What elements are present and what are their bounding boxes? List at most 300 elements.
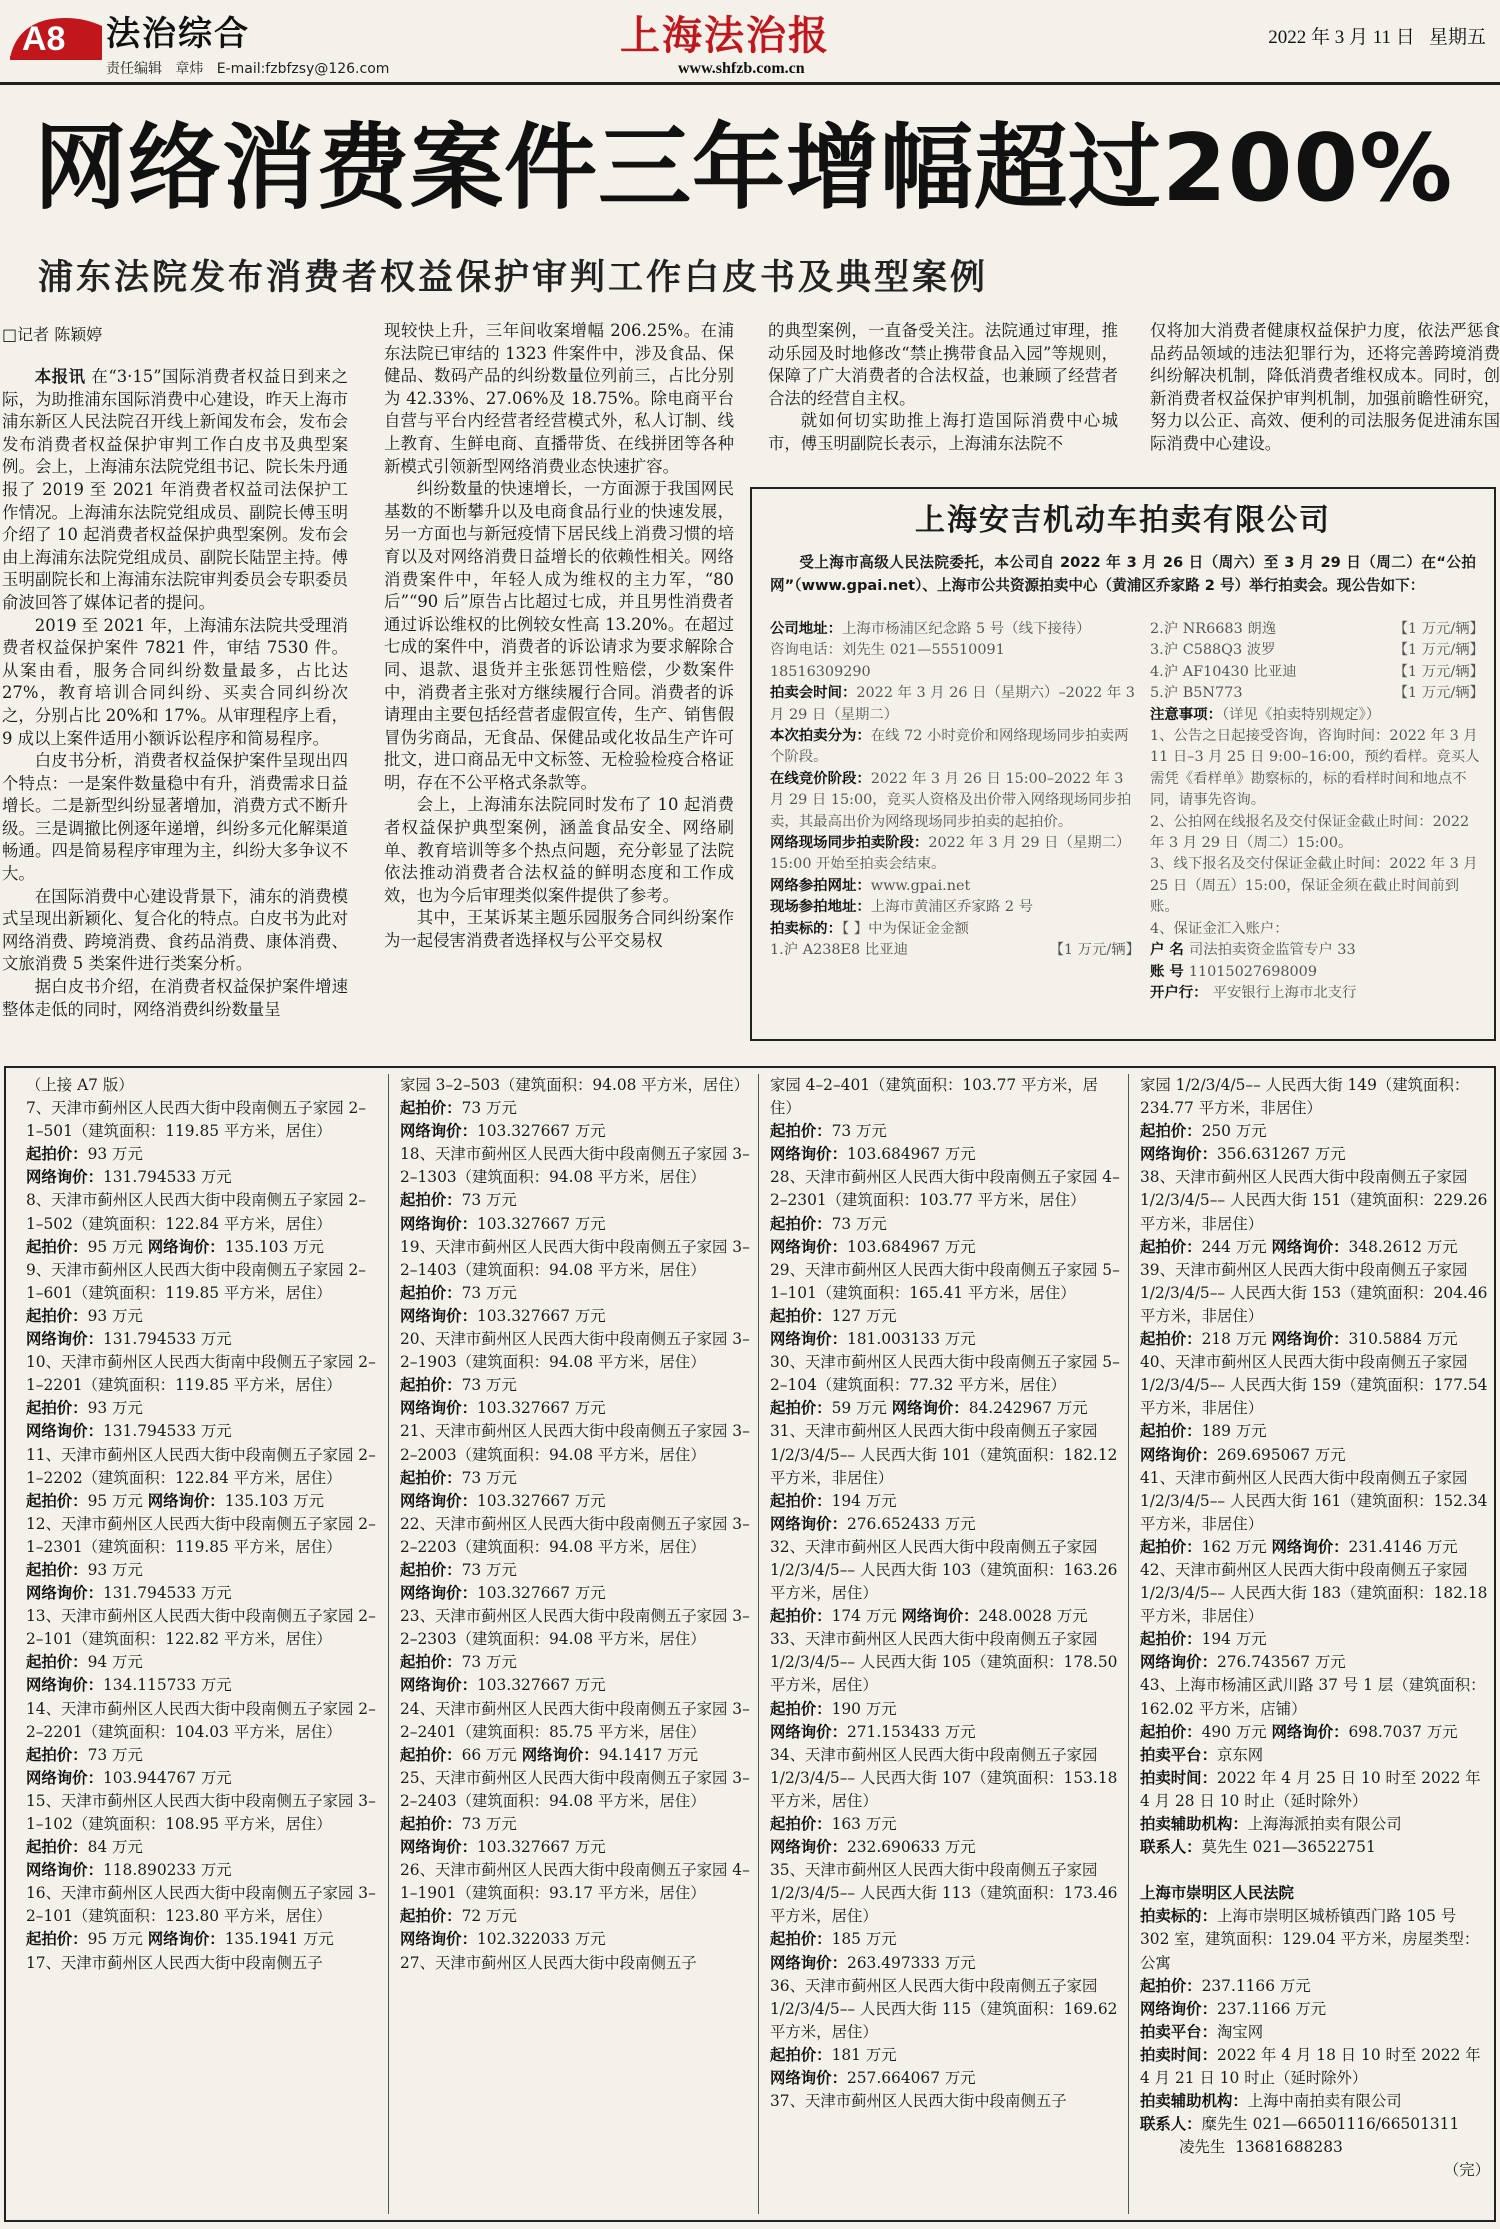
price-label: 网络询价： [770,1514,847,1533]
account-label: 户 名 [1150,942,1189,959]
article-paragraph [384,907,734,952]
price-label: 起拍价： [400,1283,462,1302]
account-label: 账 号 [1150,963,1189,980]
price-value: 218 万元 [1201,1330,1272,1349]
auction-web-price [1140,1998,1490,2021]
auction-contact-value: 莫先生 021—36522751 [1201,1838,1376,1857]
price-label: 网络询价： [26,1168,103,1187]
listing-web-price [400,1490,750,1513]
price-value: 231.4146 万元 [1348,1537,1458,1556]
price-value: 194 万元 [831,1491,897,1510]
price-label: 起拍价： [1140,1630,1202,1649]
vehicle-deposit: 【1 万元/辆】 [1393,663,1484,680]
auction-info-line [770,726,1140,769]
listing-start-price [400,1744,750,1767]
listing-title: 26、天津市蓟州区人民西大街中段南侧五子家园 4–1–1901（建筑面积：93.17 平方米，居住） [400,1861,750,1903]
article-paragraph [2,976,348,1021]
notes-title: 注意事项： [1150,706,1222,723]
article-text: 现较快上升，三年间收案增幅 206.25%。在浦东法院已审结的 1323 件案件中，涉及食品、保健品、数码产品的纠纷数量位列前三，占比分别为 42.33%、27.06%及 18.75%。除电商平台自营与平台内经营者经营模式外，私人订制、线上教育、生鲜电商、直播带货、在线拼团等各种新模式引领新型网络消费业态快速扩容。 [384,321,734,476]
listing-web-price [26,1767,376,1790]
listing-web-price [770,1513,1120,1536]
price-value: 93 万元 [87,1560,143,1579]
listing-web-price [770,1952,1120,1975]
auction-info-line [770,833,1140,876]
auction-time-value: 2022 年 4 月 18 日 10 时至 2022 年 4 月 21 日 10 时止（延时除外） [1140,2045,1481,2088]
price-value: 162 万元 [1201,1537,1272,1556]
listing-start-price [400,1467,750,1490]
newspaper-url[interactable]: www.shfzb.com.cn [678,60,805,77]
price-label: 起拍价： [770,2045,832,2064]
price-label: 起拍价： [400,1745,462,1764]
listing-title: 16、天津市蓟州区人民西大街中段南侧五子家园 3–2–101（建筑面积：123.80 平方米，居住） [26,1884,376,1926]
listing-title: 23、天津市蓟州区人民西大街中段南侧五子家园 3–2–2303（建筑面积：94.08 平方米，居住） [400,1607,750,1649]
price-label: 起拍价： [770,1122,832,1141]
price-value: 73 万元 [831,1122,887,1141]
vehicle-deposit: 【1 万元/辆】 [1393,642,1484,659]
price-value: 73 万元 [461,1468,517,1487]
auction-agency-value: 上海中南拍卖有限公司 [1247,2092,1402,2111]
article-text: 仅将加大消费者健康权益保护力度，依法严惩食品药品领域的违法犯罪行为，还将完善跨境消费纠纷解决机制，降低消费者维权成本。同时，创新消费者权益保护审判机制，加强前瞻性研究，努力以公正、高效、便利的司法服务促进浦东国际消费中心建设。 [1150,321,1500,453]
price-label: 起拍价： [1140,1422,1202,1441]
listing-column-1 [26,1074,376,1975]
price-value: 356.631267 万元 [1216,1145,1346,1164]
auction-intro: 受上海市高级人民法院委托，本公司自 2022 年 3 月 26 日（周六）至 3 月 29 日（周二）在“公拍网”（www.gpai.net）、上海市公共资源拍卖中心（黄浦区乔家路 2 号）举行拍卖会。现公告如下： [770,554,1476,594]
auction-info-label: 在线竞价阶段： [770,770,871,787]
auction-notice-box [750,487,1496,1041]
listing-title: 24、天津市蓟州区人民西大街中段南侧五子家园 3–2–2401（建筑面积：85.75 平方米，居住） [400,1699,750,1741]
article-paragraph [384,320,734,478]
auction-platform-value: 淘宝网 [1216,2022,1264,2041]
listing-web-price [400,1928,750,1951]
article-text: 就如何切实助推上海打造国际消费中心城市，傅玉明副院长表示，上海浦东法院不 [768,411,1118,453]
continuation-note: （上接 A7 版） [26,1076,134,1094]
price-label: 网络询价： [770,1953,847,1972]
listing-web-price [400,1836,750,1859]
listing-start-price [770,1605,1120,1628]
article-paragraph [768,320,1118,410]
article-text: 在国际消费中心建设背景下，浦东的消费模式呈现出新颖化、复合化的特点。白皮书为此对网络消费、跨境消费、食药品消费、康体消费、文旅消费 5 类案件进行类案分析。 [2,886,348,974]
auction-info-value: 2022 年 3 月 26 日（星期六）–2022 年 3 月 29 日（星期二） [770,685,1135,723]
listing-title: 38、天津市蓟州区人民西大街中段南侧五子家园 1/2/3/4/5–– 人民西大街 151（建筑面积：229.26 平方米，非居住） [1140,1168,1488,1233]
article-column-4 [1150,320,1500,456]
price-value: 73 万元 [461,1099,517,1118]
price-value: 310.5884 万元 [1348,1330,1458,1349]
price-label: 起拍价： [1140,1122,1202,1141]
notes-subtitle: （详见《拍卖特别规定》） [1221,706,1381,723]
price-value: 271.153433 万元 [846,1722,976,1741]
listing-column-3 [770,1074,1120,2113]
listing-start-price [26,1397,376,1420]
spacer [1140,1859,1490,1882]
article-paragraph [2,886,348,976]
price-value: 102.322033 万元 [476,1930,606,1949]
article-column-3 [768,320,1118,456]
article-text: 纠纷数量的快速增长，一方面源于我国网民基数的不断攀升以及电商食品行业的快速发展，另一方面也与新冠疫情下居民线上消费习惯的培育以及对网络消费日益增长的依赖性相关。网络消费案件中，年轻人成为维权的主力军，“80 后”“90 后”原告占比超过七成，并且男性消费者通过诉讼维权的比例较女性高 13.20%。在超过七成的案件中，消费者的诉讼请求为要求解除合同、退款、退货并主张惩罚性赔偿，少数案件中，消费者主张对方继续履行合同。消费者的诉请理由主要包括经营者虚假宣传，生产、销售假冒伪劣商品，无食品、保健品或化妆品生产许可批文，进口商品无中文标签、无检验检疫合格证明，存在不公平格式条款等。 [384,479,734,792]
account-line [1150,962,1484,983]
price-label: 网络询价： [1271,1722,1349,1741]
price-label: 起拍价： [400,1468,462,1487]
price-value: 118.890233 万元 [102,1861,232,1880]
vehicle-name: 1.沪 A238E8 比亚迪 [770,942,908,959]
price-value: 248.0028 万元 [978,1607,1088,1626]
auction-platform-label: 拍卖平台： [1140,1745,1217,1764]
listing-web-price [770,2067,1120,2090]
auction-details [770,619,1140,962]
auction-start-price-label: 起拍价： [1140,1976,1202,1995]
listing-start-price [770,1928,1120,1951]
price-label: 网络询价： [400,1214,477,1233]
auction-info-value: www.gpai.net [870,877,971,894]
price-label: 起拍价： [26,1306,88,1325]
listing-title: 15、天津市蓟州区人民西大街中段南侧五子家园 3–1–102（建筑面积：108.95 平方米，居住） [26,1791,376,1833]
price-label: 起拍价： [26,1560,88,1579]
account-value: 司法拍卖资金监管专户 33 [1188,942,1356,959]
account-line [1150,940,1484,961]
listing-start-price [26,1236,376,1259]
subheadline: 浦东法院发布消费者权益保护审判工作白皮书及典型案例 [38,258,989,298]
listing-start-price [26,1559,376,1582]
auction-platform [1140,2021,1490,2044]
price-value: 103.327667 万元 [476,1122,606,1141]
price-value: 276.743567 万元 [1216,1653,1346,1672]
price-value: 181.003133 万元 [846,1330,976,1349]
price-value: 73 万元 [461,1815,517,1833]
auction-time-label: 拍卖时间： [1140,2045,1217,2064]
price-label: 起拍价： [400,1099,462,1118]
listing-start-price [26,1305,376,1328]
listing-start-price [1140,1120,1490,1143]
article-column-2 [384,320,734,953]
price-label: 起拍价： [1140,1537,1202,1556]
price-value: 73 万元 [461,1376,517,1395]
price-value: 189 万元 [1201,1422,1267,1441]
listing-start-price [770,1698,1120,1721]
article-text: 的典型案例，一直备受关注。法院通过审理，推动乐园及时地修改“禁止携带食品入园”等规则，保障了广大消费者的合法权益，也兼顾了经营者合法的经营自主权。 [768,321,1118,408]
price-label: 起拍价： [770,1306,832,1325]
price-value: 269.695067 万元 [1216,1445,1346,1464]
listing-title: 29、天津市蓟州区人民西大街中段南侧五子家园 5–1–101（建筑面积：165.41 平方米，居住） [770,1260,1120,1302]
headline: 网络消费案件三年增幅超过200% [34,114,1454,222]
price-value: 103.327667 万元 [476,1306,606,1325]
listing-web-price [26,1674,376,1697]
price-value: 94 万元 [87,1653,143,1672]
price-label: 网络询价： [1271,1537,1349,1556]
auction-info-line [770,662,1140,683]
price-value: 95 万元 [87,1237,148,1256]
listing-title: 43、上海市杨浦区武川路 37 号 1 层（建筑面积：162.02 平方米，店铺） [1140,1676,1486,1718]
price-value: 93 万元 [87,1145,143,1164]
price-label: 起拍价： [770,1815,832,1833]
price-label: 网络询价： [770,1838,847,1857]
auction-time-value: 2022 年 4 月 25 日 10 时至 2022 年 4 月 28 日 10 时止（延时除外） [1140,1768,1481,1810]
publication-date: 2022 年 3 月 11 日 星期五 [1268,27,1486,48]
price-value: 72 万元 [461,1907,517,1926]
listing-title: 家园 3–2–503（建筑面积：94.08 平方米，居住） [400,1076,750,1094]
listing-web-price [1140,1444,1490,1467]
listing-start-price [400,1097,750,1120]
listing-web-price [1140,1143,1490,1166]
price-value: 103.944767 万元 [102,1768,232,1787]
article-paragraph [1150,320,1500,456]
price-label: 网络询价： [400,1838,477,1857]
price-label: 网络询价： [770,2069,847,2088]
auction-time-label: 拍卖时间： [1140,1768,1217,1787]
auction-agency [1140,1813,1490,1836]
price-label: 网络询价： [26,1330,103,1349]
price-label: 起拍价： [1140,1722,1202,1741]
vehicle-lot [1150,640,1484,661]
vehicle-name: 5.沪 B5N773 [1150,685,1243,702]
price-label: 起拍价： [26,1745,88,1764]
price-label: 网络询价： [400,1676,477,1695]
column-divider [388,1074,389,2214]
vehicle-name: 3.沪 C588Q3 波罗 [1150,642,1276,659]
court-name: 上海市崇明区人民法院 [1140,1884,1294,1903]
price-value: 84.242967 万元 [968,1399,1088,1418]
price-label: 网络询价： [147,1491,225,1510]
vehicle-deposit: 【1 万元/辆】 [1049,942,1140,959]
listing-start-price [1140,1628,1490,1651]
price-label: 网络询价： [1140,1653,1217,1672]
masthead [0,0,1500,86]
listing-web-price [400,1213,750,1236]
price-value: 257.664067 万元 [846,2069,976,2088]
price-value: 263.497333 万元 [846,1953,976,1972]
price-label: 起拍价： [1140,1237,1202,1256]
price-value: 244 万元 [1201,1237,1272,1256]
listing-title: 12、天津市蓟州区人民西大街中段南侧五子家园 2–1–2301（建筑面积：119.85 平方米，居住） [26,1514,376,1556]
listing-title: 21、天津市蓟州区人民西大街中段南侧五子家园 3–2–2003（建筑面积：94.08 平方米，居住） [400,1422,750,1464]
listing-title: 35、天津市蓟州区人民西大街中段南侧五子家园 1/2/3/4/5–– 人民西大街 113（建筑面积：173.46 平方米，居住） [770,1861,1118,1926]
auction-platform-value: 京东网 [1216,1745,1264,1764]
price-label: 起拍价： [26,1491,88,1510]
column-divider [758,1074,759,2214]
auction-item-value: 上海市崇明区城桥镇西门路 105 号 302 室，建筑面积：129.04 平方米，房屋类型：公寓 [1140,1907,1480,1972]
listing-start-price [1140,1236,1490,1259]
price-value: 73 万元 [831,1214,887,1233]
auction-contact [1140,1836,1490,1859]
price-value: 95 万元 [87,1491,148,1510]
listing-title: 17、天津市蓟州区人民西大街中段南侧五子 [26,1953,323,1972]
listing-title: 10、天津市蓟州区人民西大街南中段侧五子家园 2–1–2201（建筑面积：119.85 平方米，居住） [26,1353,376,1395]
listing-web-price [770,1836,1120,1859]
price-value: 232.690633 万元 [846,1838,976,1857]
listing-title: 13、天津市蓟州区人民西大街中段南侧五子家园 2–2–101（建筑面积：122.82 平方米，居住） [26,1607,376,1649]
listing-web-price [26,1328,376,1351]
section-title: 法治综合 [106,14,250,54]
page-number-badge [6,6,106,62]
listing-title: 8、天津市蓟州区人民西大街中段南侧五子家园 2–1–502（建筑面积：122.84 平方米，居住） [26,1191,366,1233]
price-label: 网络询价： [400,1491,477,1510]
price-label: 起拍价： [400,1653,462,1672]
listing-title: 20、天津市蓟州区人民西大街中段南侧五子家园 3–2–1903（建筑面积：94.08 平方米，居住） [400,1330,750,1372]
auction-info-label: 本次拍卖分为： [770,728,871,745]
notes-heading [1150,705,1484,726]
listing-title: 25、天津市蓟州区人民西大街中段南侧五子家园 3–2–2403（建筑面积：94.08 平方米，居住） [400,1768,750,1810]
price-value: 103.327667 万元 [476,1214,606,1233]
price-value: 163 万元 [831,1815,897,1833]
article-paragraph [768,410,1118,455]
price-value: 93 万元 [87,1306,143,1325]
price-label: 网络询价： [901,1607,979,1626]
price-value: 174 万元 [831,1607,902,1626]
listing-title: 28、天津市蓟州区人民西大街中段南侧五子家园 4–2–2301（建筑面积：103.77 平方米，居住） [770,1168,1120,1210]
listing-web-price [400,1120,750,1143]
listing-title: 34、天津市蓟州区人民西大街中段南侧五子家园 1/2/3/4/5–– 人民西大街 107（建筑面积：153.18 平方米，居住） [770,1745,1118,1810]
article-text: 2019 至 2021 年，上海浦东法院共受理消费者权益保护案件 7821 件，审结 7530 件。从案由看，服务合同纠纷数量最多，占比达 27%，教育培训合同纠纷、买卖合同纠纷次之，分别占比 20%和 17%。从审理程序上看，9 成以上案件适用小额诉讼程序和简易程序。 [2,615,348,748]
price-label: 起拍价： [400,1376,462,1395]
auction-contact-label: 联系人： [1140,2115,1202,2134]
note-item: 3、线下报名及交付保证金截止时间：2022 年 3 月 25 日（周五）15:00，保证金须在截止时间前到账。 [1150,856,1478,916]
price-label: 起拍价： [770,1699,832,1718]
price-value: 73 万元 [461,1653,517,1672]
listing-title: 31、天津市蓟州区人民西大街中段南侧五子家园 1/2/3/4/5–– 人民西大街 101（建筑面积：182.12 平方米，非居住） [770,1422,1118,1487]
listing-title: 40、天津市蓟州区人民西大街中段南侧五子家园 1/2/3/4/5–– 人民西大街 159（建筑面积：177.54 平方米，非居住） [1140,1353,1488,1418]
auction-info-value: 在线 72 小时竞价和网络现场同步拍卖两个阶段。 [770,728,1129,766]
listing-start-price [400,1905,750,1928]
listing-title: 32、天津市蓟州区人民西大街中段南侧五子家园 1/2/3/4/5–– 人民西大街 103（建筑面积：163.26 平方米，居住） [770,1537,1118,1603]
article-text: 其中，王某诉某主题乐园服务合同纠纷案作为一起侵害消费者选择权与公平交易权 [384,908,734,951]
price-label: 网络询价： [147,1237,225,1256]
auction-agency-label: 拍卖辅助机构： [1140,1815,1248,1833]
auction-time [1140,2044,1490,2090]
listing-web-price [770,1328,1120,1351]
price-value: 131.794533 万元 [102,1168,232,1187]
price-value: 135.1941 万元 [224,1930,334,1949]
price-value: 250 万元 [1201,1122,1267,1141]
price-label: 网络询价： [521,1745,599,1764]
price-value: 95 万元 [87,1930,148,1949]
auction-info-line [770,619,1140,640]
auction-notes [1150,619,1484,1004]
listing-start-price [770,1397,1120,1420]
price-label: 起拍价： [770,1930,832,1949]
listing-title: 30、天津市蓟州区人民西大街中段南侧五子家园 5–2–104（建筑面积：77.32 平方米，居住） [770,1353,1120,1395]
price-label: 网络询价： [400,1930,477,1949]
price-label: 网络询价： [400,1584,477,1603]
price-value: 103.684967 万元 [846,1237,976,1256]
price-label: 网络询价： [26,1768,103,1787]
auction-start-price-value: 237.1166 万元 [1201,1976,1311,1995]
listing-web-price [770,1236,1120,1259]
listing-start-price [1140,1420,1490,1443]
article-paragraph [2,750,348,886]
price-label: 网络询价： [1140,1445,1217,1464]
price-label: 网络询价： [26,1676,103,1695]
newspaper-logo: 上海法治报 [620,12,830,59]
auction-web-price-value: 237.1166 万元 [1216,1999,1327,2018]
price-label: 网络询价： [26,1861,103,1880]
price-label: 网络询价： [770,1330,847,1349]
listing-title: 11、天津市蓟州区人民西大街中段南侧五子家园 2–1–2202（建筑面积：122.84 平方米，居住） [26,1445,376,1487]
price-value: 103.684967 万元 [846,1145,976,1164]
price-value: 73 万元 [461,1191,517,1210]
listing-start-price [400,1374,750,1397]
property-listings [4,1066,1496,2222]
listing-title: 36、天津市蓟州区人民西大街中段南侧五子家园 1/2/3/4/5–– 人民西大街 115（建筑面积：169.62 平方米，居住） [770,1976,1118,2041]
price-value: 59 万元 [831,1399,892,1418]
vehicle-name: 4.沪 AF10430 比亚迪 [1150,663,1297,680]
listing-title: 39、天津市蓟州区人民西大街中段南侧五子家园 1/2/3/4/5–– 人民西大街 153（建筑面积：204.46 平方米，非居住） [1140,1260,1488,1325]
price-label: 网络询价： [770,1145,847,1164]
listing-title: 37、天津市蓟州区人民西大街中段南侧五子 [770,2092,1067,2111]
auction-info-label: 拍卖会时间： [770,685,857,702]
listing-title: 42、天津市蓟州区人民西大街中段南侧五子家园 1/2/3/4/5–– 人民西大街 183（建筑面积：182.18 平方米，非居住） [1140,1560,1488,1626]
auction-item [1140,1905,1490,1974]
price-value: 73 万元 [461,1560,517,1579]
auction-info-label: 公司地址： [770,621,842,637]
account-line [1150,983,1484,1004]
auction-contact [1140,2113,1490,2136]
price-value: 698.7037 万元 [1348,1722,1458,1741]
listing-start-price [26,1744,376,1767]
price-value: 103.327667 万元 [476,1491,606,1510]
auction-item-label: 拍卖标的： [1140,1907,1217,1926]
listing-title: 家园 4–2–401（建筑面积：103.77 平方米，居住） [770,1076,1099,1118]
article-paragraph [384,794,734,907]
article-paragraph [2,615,348,751]
listing-column-2 [400,1074,750,1975]
price-value: 73 万元 [87,1745,143,1764]
price-value: 181 万元 [831,2045,897,2064]
end-mark: （完） [1443,2161,1490,2180]
price-value: 490 万元 [1201,1722,1272,1741]
price-value: 103.327667 万元 [476,1838,606,1857]
account-value: 11015027698009 [1188,963,1317,980]
listing-start-price [770,1120,1120,1143]
editor-line: 责任编辑 章炜 E-mail:fzbfzsy@126.com [106,61,390,77]
price-value: 185 万元 [831,1930,897,1949]
price-label: 起拍价： [26,1237,88,1256]
article-text: 会上，上海浦东法院同时发布了 10 起消费者权益保护典型案例，涵盖食品安全、网络刷单、教育培训等多个热点问题，充分彰显了法院依法推动消费者合法权益的鲜明态度和工作成效，也为今后审理类似案件提供了参考。 [384,795,734,905]
price-value: 84 万元 [87,1838,143,1857]
price-label: 网络询价： [400,1122,477,1141]
price-label: 网络询价： [1140,1145,1217,1164]
price-label: 起拍价： [26,1399,88,1418]
price-label: 起拍价： [26,1838,88,1857]
price-value: 103.327667 万元 [476,1676,606,1695]
auction-info-value: 咨询电话：刘先生 021—55510091 [770,642,1005,659]
auction-company-title: 上海安吉机动车拍卖有限公司 [915,503,1331,538]
auction-info-label: 现场参拍地址： [770,899,871,916]
price-label: 起拍价： [1140,1330,1202,1349]
price-label: 起拍价： [770,1607,832,1626]
auction-info-label: 拍卖标的： [770,920,842,937]
listing-title: 18、天津市蓟州区人民西大街中段南侧五子家园 3–2–1303（建筑面积：94.08 平方米，居住） [400,1145,750,1187]
listing-start-price [1140,1328,1490,1351]
listing-web-price [400,1582,750,1605]
price-value: 103.327667 万元 [476,1399,606,1418]
listing-web-price [1140,1651,1490,1674]
listing-start-price [400,1813,750,1836]
vehicle-lot [770,940,1140,961]
listing-title: 7、天津市蓟州区人民西大街中段南侧五子家园 2–1–501（建筑面积：119.85 平方米，居住） [26,1099,366,1141]
masthead-rule [0,82,1500,85]
auction-info-line [770,876,1140,897]
price-value: 134.115733 万元 [102,1676,232,1695]
auction-agency-value: 上海海派拍卖有限公司 [1247,1815,1402,1833]
vehicle-lot [1150,662,1484,683]
article-paragraph [2,366,348,615]
account-label: 开户行： [1150,984,1213,1001]
price-value: 127 万元 [831,1306,897,1325]
listing-title: 家园 1/2/3/4/5–– 人民西大街 149（建筑面积：234.77 平方米，非居住） [1140,1076,1470,1118]
note-item: 2、公拍网在线报名及交付保证金截止时间：2022 年 3 月 29 日（周二）15:00。 [1150,813,1470,852]
listing-start-price [26,1836,376,1859]
price-label: 网络询价： [400,1399,477,1418]
auction-agency [1140,2090,1490,2113]
listing-start-price [770,1305,1120,1328]
